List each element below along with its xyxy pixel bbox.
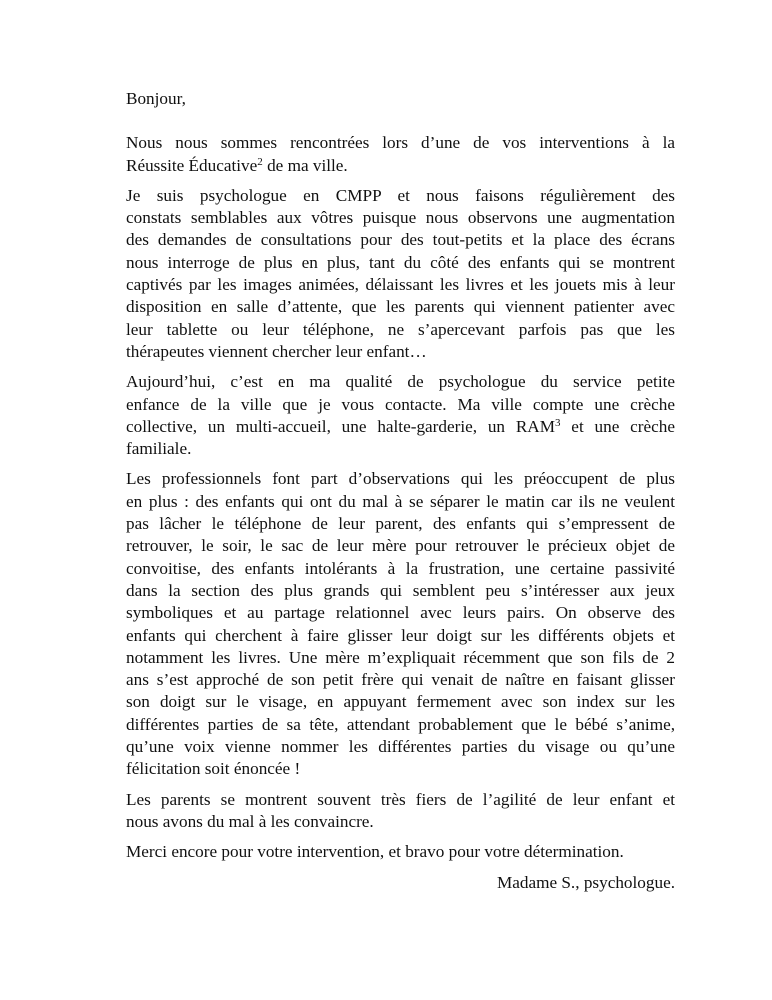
text-line: Je suis psychologue en CMPP et nous faisons régulièrement des [126,185,675,205]
text-line [126,155,675,177]
text-line: familiale. [126,439,192,459]
paragraph-2 [126,185,675,363]
text-line: ans s’est approché de son petit frère qui venait de naître en faisant glisser [126,670,675,690]
text-line: félicitation soit énoncée ! [126,759,301,779]
text-line: Merci encore pour votre intervention, et bravo pour votre détermination. [126,842,624,862]
paragraph-4 [126,468,675,780]
text-line: nous avons du mal à les convaincre. [126,811,374,831]
text-line: convoitise, des enfants intolérants à la frustration, une certaine passivité [126,558,675,578]
text-line: des demandes de consultations pour des tout-petits et la place des écrans [126,230,675,250]
text-line: enfants qui cherchent à faire glisser leur doigt sur les différents objets et [126,625,675,645]
text-line: pas lâcher le téléphone de leur parent, des enfants qui s’empressent de [126,514,675,534]
text-line: captivés par les images animées, délaissant les livres et les jouets mis à leur [126,275,675,295]
text-line: retrouver, le soir, le sac de leur mère pour retrouver le précieux objet de [126,536,675,556]
text-line: Nous nous sommes rencontrées lors d’une de vos interventions à la [126,133,675,153]
text-line: constats semblables aux vôtres puisque nous observons une augmentation [126,208,675,228]
text-line [126,416,675,438]
text-line: son doigt sur le visage, en appuyant fermement avec son index sur les [126,692,675,712]
text-fragment: Réussite Éducative [126,155,258,175]
footnote-ref: 3 [555,416,561,429]
text-line: Aujourd’hui, c’est en ma qualité de psychologue du service petite [126,372,675,392]
text-line: disposition en salle d’attente, que les parents qui viennent patienter avec [126,297,675,317]
text-fragment: collective, un multi-accueil, une halte-garderie, un RAM [126,416,555,436]
text-line: qu’une voix vienne nommer les différentes parties du visage ou qu’une [126,737,675,757]
paragraph-6 [126,841,675,863]
paragraph-1 [126,132,675,177]
footnote-ref: 2 [257,155,263,168]
text-line: dans la section des plus grands qui semblent peu s’intéresser aux jeux [126,580,675,600]
text-line: nous interroge de plus en plus, tant du côté des enfants qui se montrent [126,252,675,272]
text-line: thérapeutes viennent chercher leur enfant… [126,341,427,361]
paragraph-3 [126,371,675,460]
text-line: en plus : des enfants qui ont du mal à se séparer le matin car ils ne veulent [126,491,675,511]
text-line: enfance de la ville que je vous contacte. Ma ville compte une crèche [126,394,675,414]
text-line: différentes parties de sa tête, attendant probablement que le bébé s’anime, [126,714,675,734]
signature: Madame S., psychologue. [496,872,675,892]
text-line: notamment les livres. Une mère m’expliquait récemment que son fils de 2 [126,647,675,667]
text-fragment: de ma ville. [262,155,348,175]
text-line: leur tablette ou leur téléphone, ne s’apercevant parfois pas que les [126,319,675,339]
text-fragment: et une crèche [560,416,675,436]
text-line: symboliques et au partage relationnel avec leurs pairs. On observe des [126,603,675,623]
text-line: Les parents se montrent souvent très fiers de l’agilité de leur enfant et [126,789,675,809]
text-line: Les professionnels font part d’observations qui les préoccupent de plus [126,469,675,489]
paragraph-5 [126,789,675,834]
greeting: Bonjour, [126,89,186,108]
letter [126,88,675,894]
